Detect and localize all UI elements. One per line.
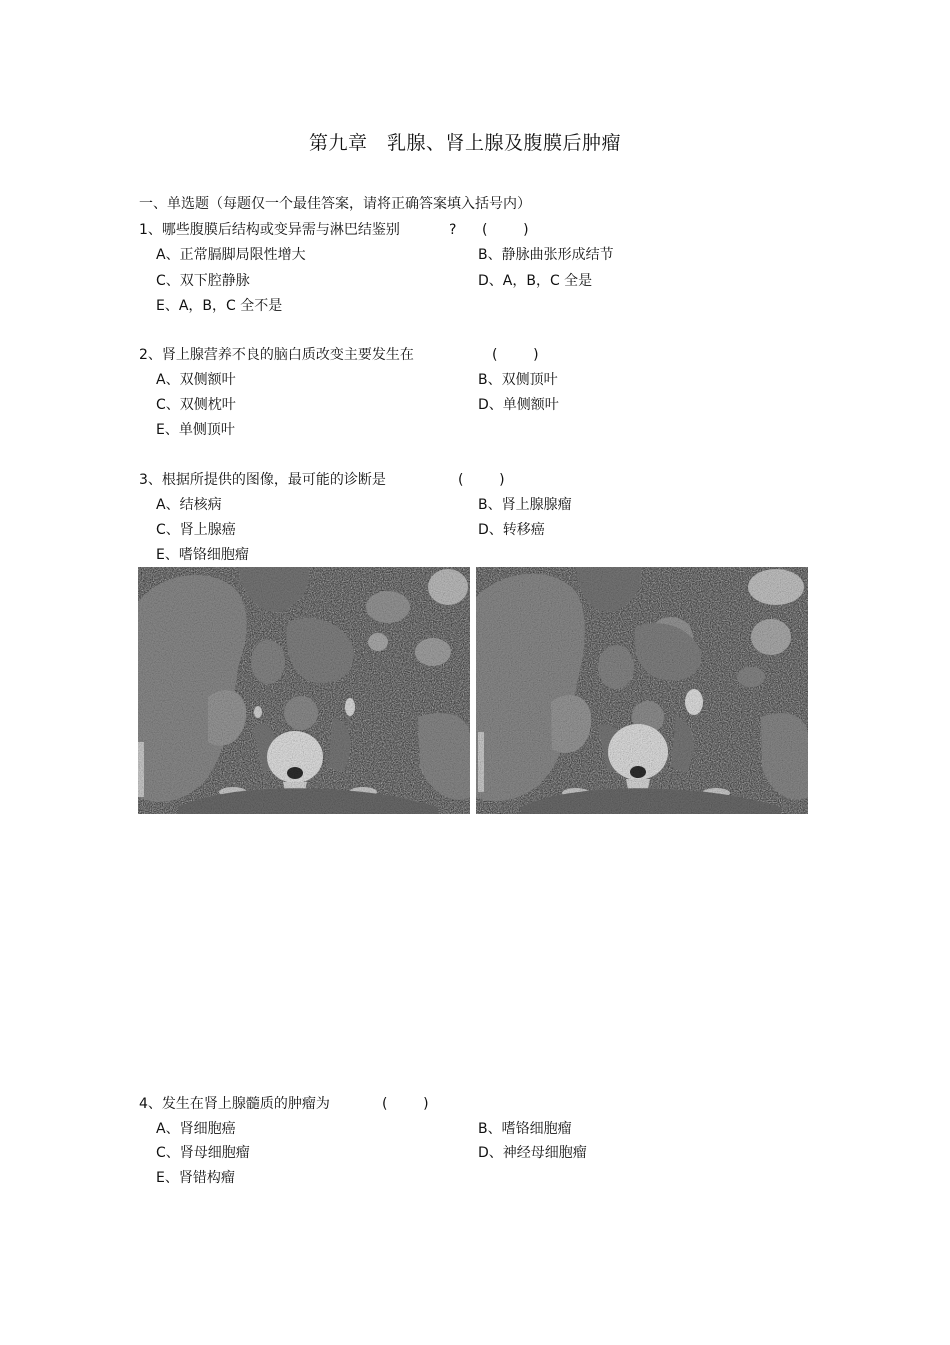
- question-2-option-c[interactable]: C、双侧枕叶: [156, 397, 236, 413]
- question-4-stem: 4、发生在肾上腺髓质的肿瘤为: [139, 1096, 330, 1112]
- question-2-stem: 2、肾上腺营养不良的脑白质改变主要发生在: [139, 347, 414, 363]
- ct-scan-right-drawing: [476, 567, 808, 814]
- question-3-option-a[interactable]: A、结核病: [156, 497, 222, 513]
- question-1-option-b[interactable]: B、静脉曲张形成结节: [478, 247, 614, 263]
- ct-scan-left-drawing: [138, 567, 470, 814]
- ct-scan-image-left: [138, 567, 470, 814]
- ct-scan-image-right: [476, 567, 808, 814]
- question-1-option-d[interactable]: D、A，B，C 全是: [478, 273, 593, 289]
- question-2-option-a[interactable]: A、双侧额叶: [156, 372, 236, 388]
- question-4-option-a[interactable]: A、肾细胞癌: [156, 1121, 236, 1137]
- question-4-option-c[interactable]: C、肾母细胞瘤: [156, 1145, 250, 1161]
- question-3-option-d[interactable]: D、转移癌: [478, 522, 545, 538]
- question-4-answer-blank[interactable]: ( ): [382, 1096, 429, 1112]
- page-title: 第九章 乳腺、肾上腺及腹膜后肿瘤: [308, 132, 622, 154]
- question-4-option-e[interactable]: E、肾错构瘤: [156, 1170, 235, 1186]
- question-3-answer-blank[interactable]: ( ): [458, 472, 505, 488]
- section-heading: 一、单选题（每题仅一个最佳答案，请将正确答案填入括号内）: [139, 196, 531, 212]
- question-1-mark: ?: [449, 222, 457, 238]
- question-4-option-b[interactable]: B、嗜铬细胞瘤: [478, 1121, 572, 1137]
- question-3-stem: 3、根据所提供的图像，最可能的诊断是: [139, 472, 386, 488]
- question-2-answer-blank[interactable]: ( ): [492, 347, 539, 363]
- question-1-answer-blank[interactable]: ( ): [482, 222, 529, 238]
- question-1-option-e[interactable]: E、A，B，C 全不是: [156, 298, 283, 314]
- question-2-option-d[interactable]: D、单侧额叶: [478, 397, 559, 413]
- question-3-option-c[interactable]: C、肾上腺癌: [156, 522, 236, 538]
- question-4-option-d[interactable]: D、神经母细胞瘤: [478, 1145, 587, 1161]
- question-1-option-a[interactable]: A、正常膈脚局限性增大: [156, 247, 306, 263]
- question-3-option-b[interactable]: B、肾上腺腺瘤: [478, 497, 572, 513]
- question-2-option-b[interactable]: B、双侧顶叶: [478, 372, 558, 388]
- question-1-option-c[interactable]: C、双下腔静脉: [156, 273, 250, 289]
- question-2-option-e[interactable]: E、单侧顶叶: [156, 422, 235, 438]
- question-1-stem: 1、哪些腹膜后结构或变异需与淋巴结鉴别: [139, 222, 400, 238]
- question-3-option-e[interactable]: E、嗜铬细胞瘤: [156, 547, 249, 563]
